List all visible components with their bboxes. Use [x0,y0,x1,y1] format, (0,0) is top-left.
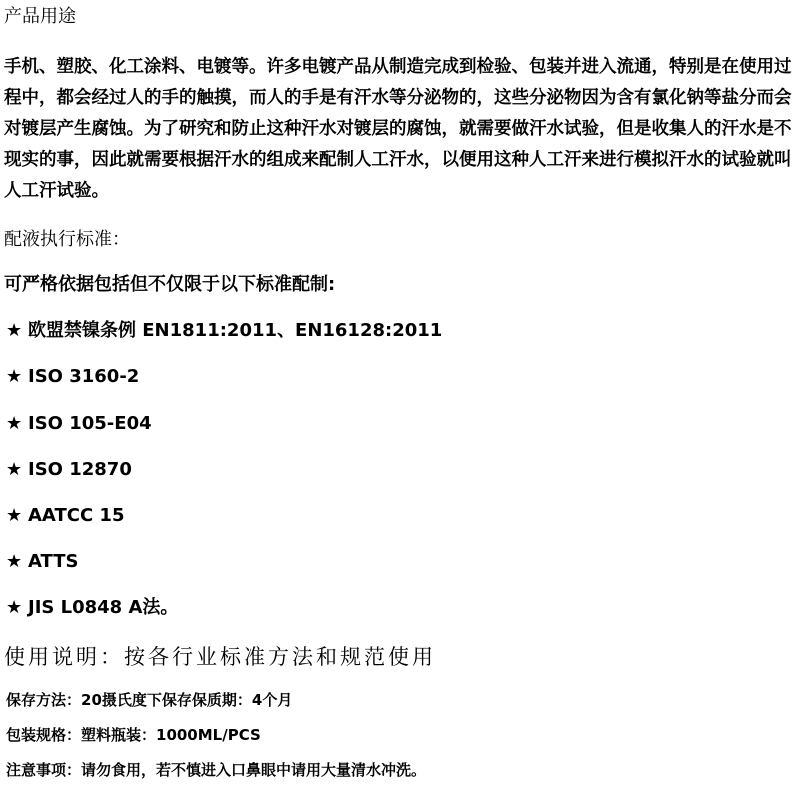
standard-label: JIS L0848 A法。 [28,597,179,618]
description-paragraph [4,52,794,207]
standard-label: ISO 12870 [28,459,132,480]
description-line: 对镀层产生腐蚀。为了研究和防止这种汗水对镀层的腐蚀，就需要做汗水试验，但是收集人的汗水是不 [4,119,792,139]
usage-instruction: 使用说明：按各行业标准方法和规范使用 [4,645,436,669]
star-icon: ★ [6,320,23,341]
standards-intro: 可严格依据包括但不仅限于以下标准配制: [4,274,336,295]
standard-label: ATTS [28,551,79,572]
section-title: 产品用途 [4,6,76,27]
description-line: 手机、塑胶、化工涂料、电镀等。许多电镀产品从制造完成到检验、包装并进入流通，特别是在使用过 [4,57,792,77]
standard-label: ISO 3160-2 [28,366,140,387]
star-icon: ★ [6,597,23,618]
storage-info: 保存方法：20摄氏度下保存保质期：4个月 [6,691,293,709]
standard-label: AATCC 15 [28,505,125,526]
description-line: 现实的事，因此就需要根据汗水的组成来配制人工汗水，以便用这种人工汗来进行模拟汗水的试验就叫 [4,150,792,170]
caution-info: 注意事项：请勿食用，若不慎进入口鼻眼中请用大量清水冲洗。 [6,761,427,779]
standard-item [6,320,442,342]
star-icon: ★ [6,366,23,387]
packaging-info: 包装规格：塑料瓶装：1000ML/PCS [6,726,261,744]
standards-heading: 配液执行标准： [4,229,130,250]
standard-label: 欧盟禁镍条例 EN1811:2011、EN16128:2011 [28,320,443,341]
description-line: 程中，都会经过人的手的触摸，而人的手是有汗水等分泌物的，这些分泌物因为含有氯化钠等盐分而会 [4,88,792,108]
standard-item [6,551,78,573]
star-icon: ★ [6,505,23,526]
standard-item [6,505,124,527]
description-line: 人工汗试验。 [4,181,109,201]
standard-item [6,597,178,619]
star-icon: ★ [6,551,23,572]
standard-item [6,459,132,481]
standard-item [6,366,139,388]
star-icon: ★ [6,459,23,480]
standard-label: ISO 105-E04 [28,413,152,434]
star-icon: ★ [6,413,23,434]
standard-item [6,413,152,435]
